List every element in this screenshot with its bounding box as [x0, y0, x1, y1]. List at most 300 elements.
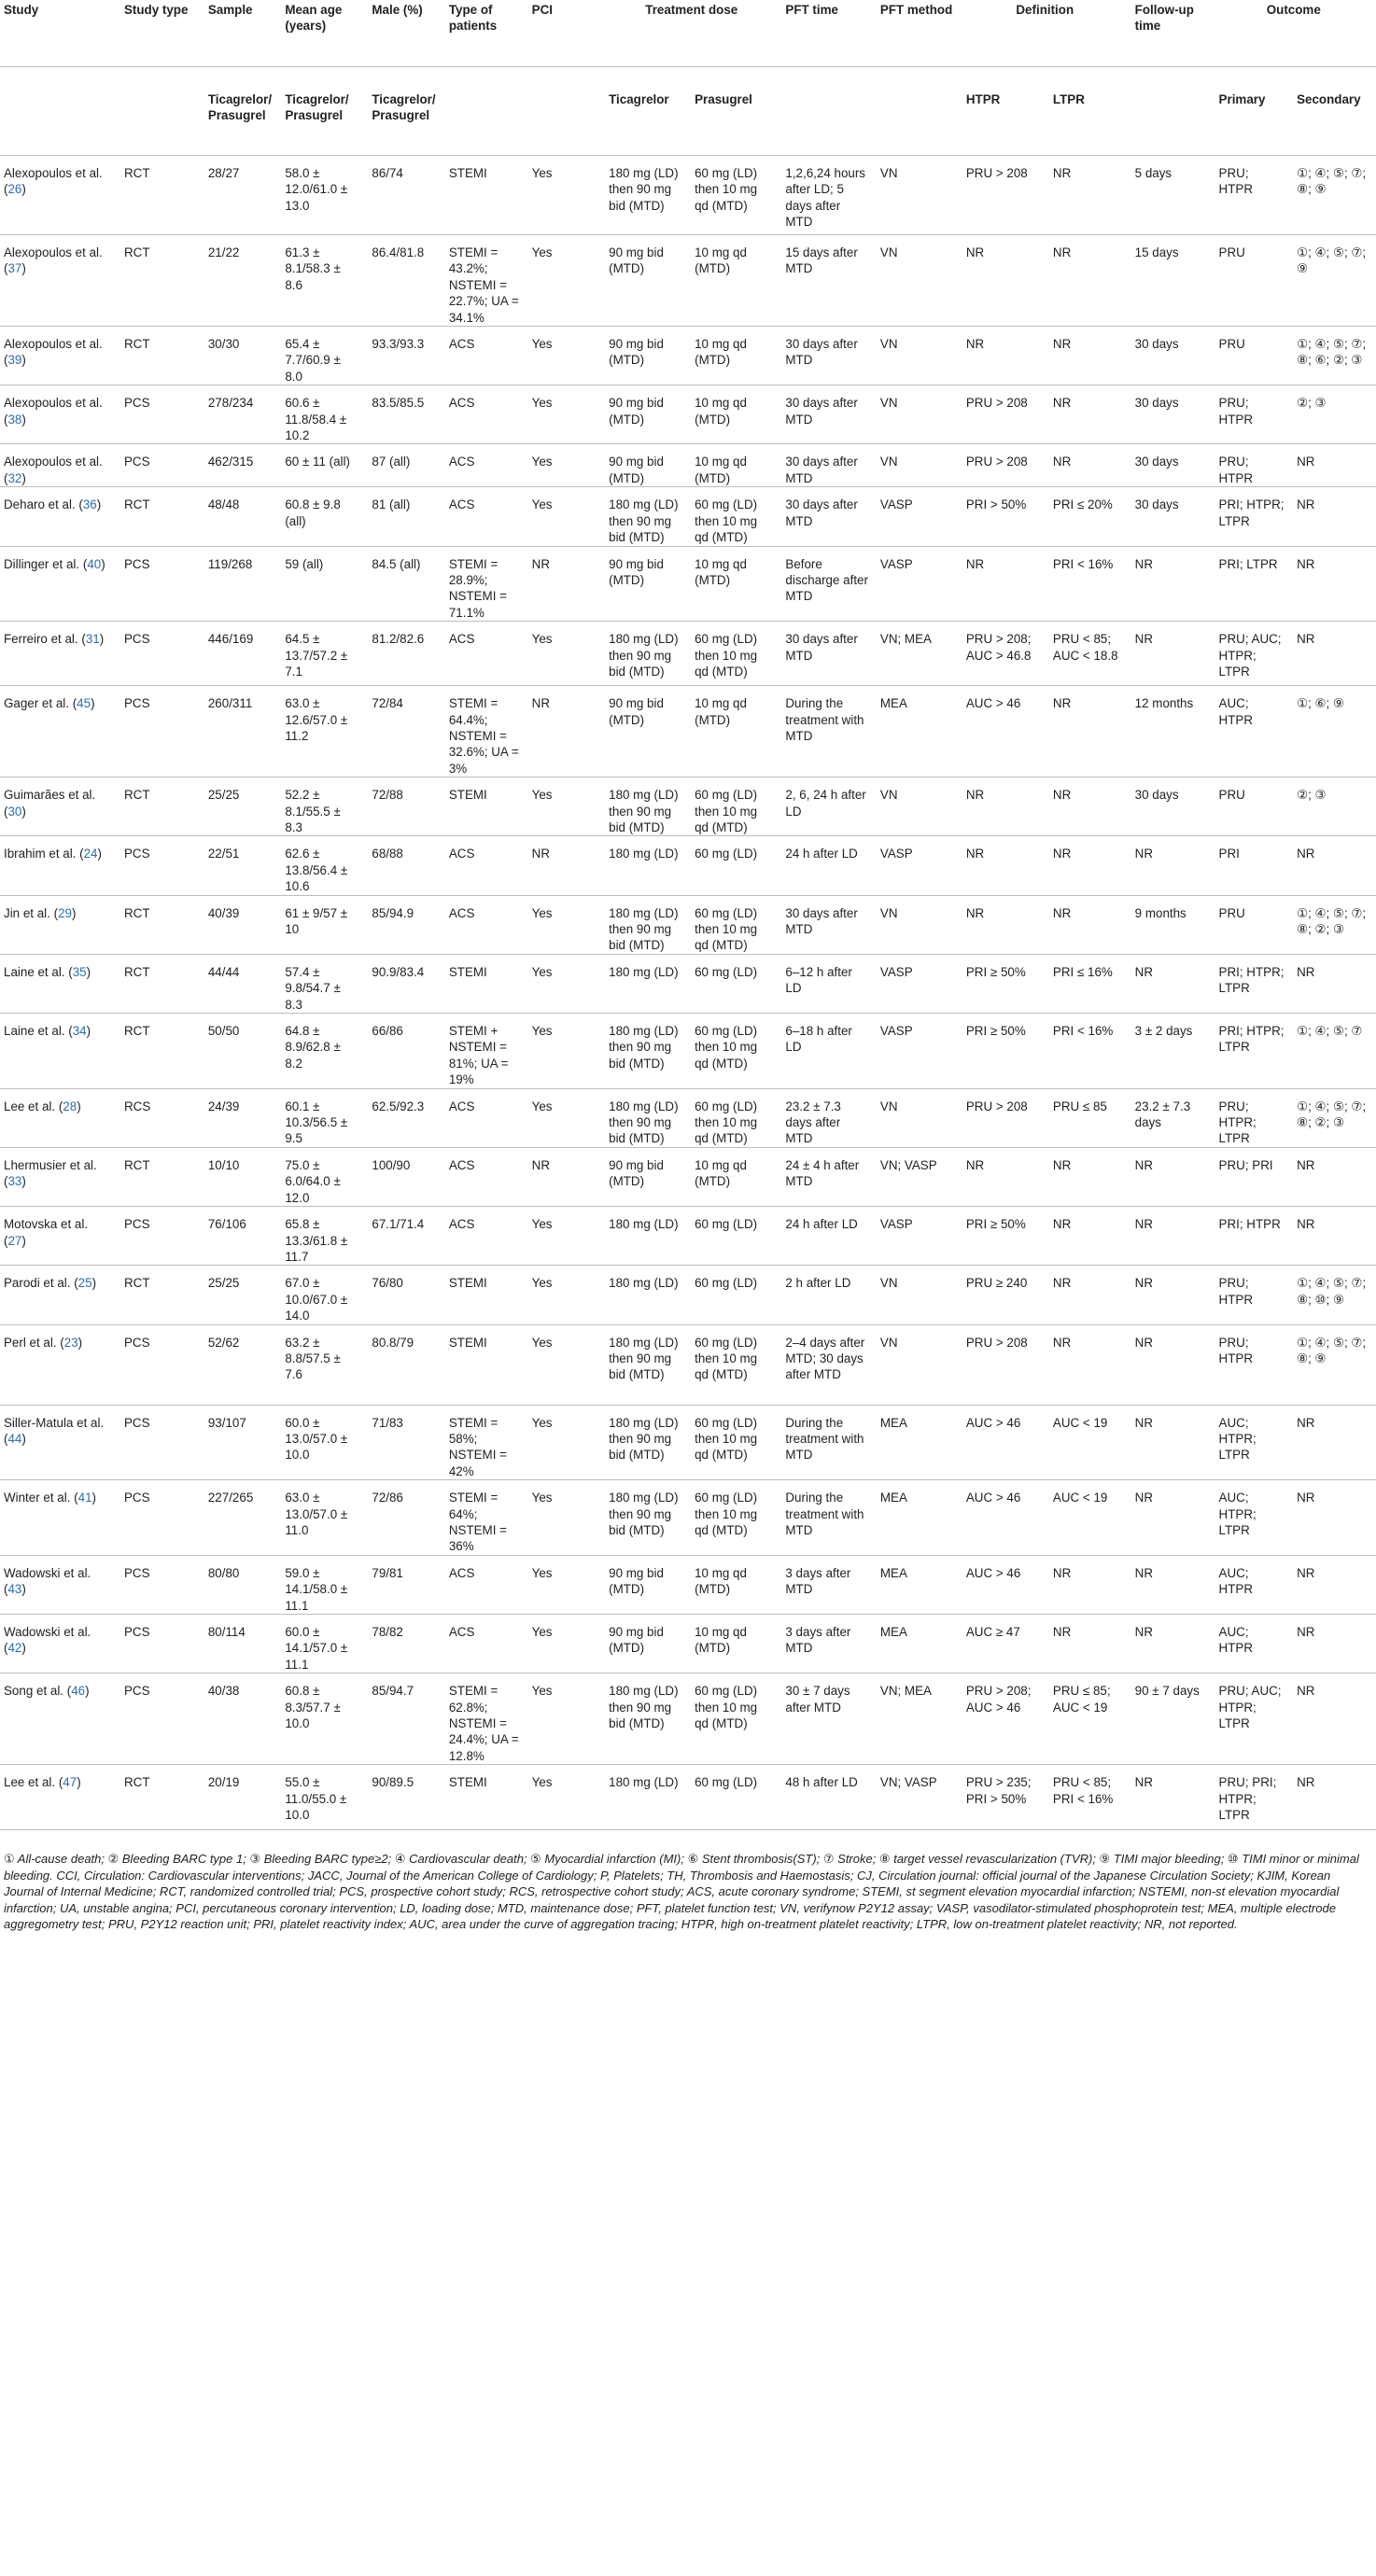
table-row: [0, 1615, 1376, 1673]
reference-link[interactable]: 25: [77, 1276, 92, 1291]
cell-follow-up: 30 days: [1131, 777, 1215, 836]
cell-pci: Yes: [528, 1615, 605, 1673]
reference-link[interactable]: 31: [85, 632, 100, 647]
cell-prasugrel-dose: 60 mg (LD) then 10 mg qd (MTD): [691, 895, 781, 954]
cell-ltpr: PRI ≤ 20%: [1049, 487, 1131, 546]
cell-secondary-outcome: NR: [1293, 1673, 1376, 1765]
table-row: [0, 622, 1376, 686]
cell-type-patients: ACS: [445, 622, 528, 686]
study-name: Alexopoulos et al.: [4, 166, 103, 180]
reference-link[interactable]: 33: [7, 1174, 22, 1189]
cell-follow-up: NR: [1131, 1207, 1215, 1266]
reference-link[interactable]: 29: [58, 905, 72, 920]
cell-ticagrelor-dose: 180 mg (LD) then 90 mg bid (MTD): [605, 1324, 691, 1405]
cell-type-patients: ACS: [445, 1615, 528, 1673]
cell-study: Lee et al. (28): [0, 1088, 120, 1147]
cell-follow-up: 30 days: [1131, 444, 1215, 487]
cell-follow-up: 23.2 ± 7.3 days: [1131, 1088, 1215, 1147]
cell-mean-age: 61.3 ± 8.1/58.3 ± 8.6: [281, 235, 368, 327]
cell-pft-time: 48 h after LD: [781, 1765, 877, 1830]
cell-ticagrelor-dose: 180 mg (LD) then 90 mg bid (MTD): [605, 1088, 691, 1147]
table-row: [0, 156, 1376, 235]
cell-primary-outcome: PRI; HTPR; LTPR: [1215, 954, 1294, 1013]
reference-link[interactable]: 43: [7, 1582, 22, 1597]
reference-link[interactable]: 23: [63, 1335, 78, 1350]
cell-pft-time: 6–12 h after LD: [781, 954, 877, 1013]
cell-type-patients: ACS: [445, 385, 528, 444]
sub-ticagrelor: Ticagrelor: [605, 67, 691, 156]
cell-mean-age: 63.2 ± 8.8/57.5 ± 7.6: [281, 1324, 368, 1405]
cell-secondary-outcome: NR: [1293, 487, 1376, 546]
cell-htpr: NR: [962, 327, 1049, 385]
cell-primary-outcome: PRU: [1215, 327, 1294, 385]
cell-follow-up: 30 days: [1131, 327, 1215, 385]
cell-secondary-outcome: ①; ④; ⑤; ⑦; ⑧; ⑩; ⑨: [1293, 1266, 1376, 1324]
cell-pci: NR: [528, 686, 605, 777]
cell-pft-method: VN; VASP: [877, 1147, 962, 1206]
cell-prasugrel-dose: 60 mg (LD) then 10 mg qd (MTD): [691, 1405, 781, 1480]
cell-htpr: NR: [962, 1147, 1049, 1206]
cell-ltpr: NR: [1049, 1324, 1131, 1405]
cell-secondary-outcome: NR: [1293, 1555, 1376, 1614]
cell-pci: Yes: [528, 1405, 605, 1480]
cell-type-patients: STEMI: [445, 1324, 528, 1405]
cell-male: 90.9/83.4: [368, 954, 444, 1013]
cell-pft-time: 3 days after MTD: [781, 1615, 877, 1673]
cell-pci: NR: [528, 1147, 605, 1206]
cell-ticagrelor-dose: 180 mg (LD): [605, 954, 691, 1013]
cell-pft-method: VN: [877, 1088, 962, 1147]
cell-ltpr: NR: [1049, 777, 1131, 836]
table-row: [0, 686, 1376, 777]
col-outcome: Outcome: [1215, 0, 1376, 67]
cell-pft-method: VASP: [877, 1014, 962, 1089]
cell-primary-outcome: AUC; HTPR; LTPR: [1215, 1480, 1294, 1556]
cell-study-type: RCT: [120, 954, 204, 1013]
cell-study-type: RCT: [120, 1266, 204, 1324]
cell-primary-outcome: PRI; HTPR; LTPR: [1215, 487, 1294, 546]
cell-mean-age: 75.0 ± 6.0/64.0 ± 12.0: [281, 1147, 368, 1206]
cell-ltpr: PRI < 16%: [1049, 546, 1131, 622]
cell-ticagrelor-dose: 90 mg bid (MTD): [605, 235, 691, 327]
table-row: [0, 1324, 1376, 1405]
cell-ltpr: NR: [1049, 1555, 1131, 1614]
cell-study: Alexopoulos et al. (37): [0, 235, 120, 327]
cell-primary-outcome: PRI; HTPR: [1215, 1207, 1294, 1266]
cell-study-type: PCS: [120, 444, 204, 487]
cell-study-type: PCS: [120, 1555, 204, 1614]
cell-htpr: PRU > 208: [962, 156, 1049, 235]
cell-type-patients: STEMI: [445, 954, 528, 1013]
cell-mean-age: 65.8 ± 13.3/61.8 ± 11.7: [281, 1207, 368, 1266]
cell-ltpr: AUC < 19: [1049, 1405, 1131, 1480]
cell-htpr: AUC > 46: [962, 686, 1049, 777]
cell-pft-time: During the treatment with MTD: [781, 1405, 877, 1480]
reference-link[interactable]: 37: [7, 261, 22, 276]
cell-mean-age: 64.8 ± 8.9/62.8 ± 8.2: [281, 1014, 368, 1089]
cell-study: Motovska et al. (27): [0, 1207, 120, 1266]
cell-ticagrelor-dose: 180 mg (LD): [605, 1207, 691, 1266]
cell-study: Wadowski et al. (42): [0, 1615, 120, 1673]
cell-mean-age: 67.0 ± 10.0/67.0 ± 14.0: [281, 1266, 368, 1324]
cell-ticagrelor-dose: 180 mg (LD) then 90 mg bid (MTD): [605, 1673, 691, 1765]
cell-study-type: RCT: [120, 235, 204, 327]
table-row: [0, 1673, 1376, 1765]
cell-study-type: PCS: [120, 686, 204, 777]
reference-link[interactable]: 47: [63, 1775, 77, 1790]
cell-type-patients: ACS: [445, 327, 528, 385]
cell-pft-time: 30 days after MTD: [781, 622, 877, 686]
cell-male: 79/81: [368, 1555, 444, 1614]
cell-type-patients: STEMI: [445, 1266, 528, 1324]
cell-mean-age: 63.0 ± 12.6/57.0 ± 11.2: [281, 686, 368, 777]
cell-male: 84.5 (all): [368, 546, 444, 622]
table-row: [0, 1088, 1376, 1147]
cell-htpr: PRI ≥ 50%: [962, 954, 1049, 1013]
cell-type-patients: ACS: [445, 1555, 528, 1614]
cell-sample: 50/50: [204, 1014, 281, 1089]
reference-link[interactable]: 34: [72, 1024, 87, 1039]
study-name: Siller-Matula et al.: [4, 1415, 105, 1430]
cell-pft-method: VN: [877, 444, 962, 487]
study-name: Lee et al.: [4, 1775, 56, 1790]
cell-study-type: RCS: [120, 1088, 204, 1147]
cell-prasugrel-dose: 60 mg (LD) then 10 mg qd (MTD): [691, 487, 781, 546]
cell-ticagrelor-dose: 180 mg (LD) then 90 mg bid (MTD): [605, 895, 691, 954]
cell-type-patients: ACS: [445, 895, 528, 954]
reference-link[interactable]: 30: [7, 804, 22, 819]
cell-study-type: PCS: [120, 836, 204, 895]
cell-ltpr: PRU < 85; PRI < 16%: [1049, 1765, 1131, 1830]
cell-sample: 10/10: [204, 1147, 281, 1206]
study-name: Alexopoulos et al.: [4, 396, 103, 411]
cell-pft-method: VN; VASP: [877, 1765, 962, 1830]
cell-follow-up: NR: [1131, 954, 1215, 1013]
cell-pci: NR: [528, 836, 605, 895]
cell-secondary-outcome: NR: [1293, 1480, 1376, 1556]
cell-pft-method: VN: [877, 327, 962, 385]
reference-link[interactable]: 36: [82, 497, 97, 512]
cell-htpr: PRU > 208; AUC > 46: [962, 1673, 1049, 1765]
col-follow-up: Follow-up time: [1131, 0, 1215, 67]
study-name: Parodi et al.: [4, 1276, 71, 1291]
cell-study: Song et al. (46): [0, 1673, 120, 1765]
cell-pci: Yes: [528, 327, 605, 385]
cell-prasugrel-dose: 60 mg (LD) then 10 mg qd (MTD): [691, 1014, 781, 1089]
reference-link[interactable]: 41: [77, 1491, 92, 1505]
study-name: Alexopoulos et al.: [4, 455, 103, 469]
cell-mean-age: 60.6 ± 11.8/58.4 ± 10.2: [281, 385, 368, 444]
cell-prasugrel-dose: 10 mg qd (MTD): [691, 546, 781, 622]
cell-follow-up: 30 days: [1131, 487, 1215, 546]
cell-study-type: PCS: [120, 622, 204, 686]
cell-study-type: PCS: [120, 1324, 204, 1405]
cell-study: Alexopoulos et al. (38): [0, 385, 120, 444]
cell-study-type: PCS: [120, 385, 204, 444]
cell-ticagrelor-dose: 90 mg bid (MTD): [605, 385, 691, 444]
cell-pft-time: 30 days after MTD: [781, 895, 877, 954]
cell-male: 93.3/93.3: [368, 327, 444, 385]
cell-sample: 76/106: [204, 1207, 281, 1266]
cell-sample: 119/268: [204, 546, 281, 622]
cell-htpr: PRU > 208: [962, 385, 1049, 444]
cell-primary-outcome: PRU; AUC; HTPR; LTPR: [1215, 1673, 1294, 1765]
cell-male: 86.4/81.8: [368, 235, 444, 327]
cell-mean-age: 59.0 ± 14.1/58.0 ± 11.1: [281, 1555, 368, 1614]
subheader-row: [0, 67, 1376, 156]
cell-prasugrel-dose: 10 mg qd (MTD): [691, 235, 781, 327]
cell-mean-age: 62.6 ± 13.8/56.4 ± 10.6: [281, 836, 368, 895]
cell-study: Perl et al. (23): [0, 1324, 120, 1405]
cell-primary-outcome: PRU; AUC; HTPR; LTPR: [1215, 622, 1294, 686]
cell-pft-time: 15 days after MTD: [781, 235, 877, 327]
cell-follow-up: NR: [1131, 1405, 1215, 1480]
cell-mean-age: 64.5 ± 13.7/57.2 ± 7.1: [281, 622, 368, 686]
reference-link[interactable]: 46: [71, 1684, 86, 1699]
cell-ticagrelor-dose: 180 mg (LD) then 90 mg bid (MTD): [605, 156, 691, 235]
col-sample: Sample: [204, 0, 281, 67]
reference-link[interactable]: 40: [87, 556, 102, 571]
cell-primary-outcome: PRU: [1215, 235, 1294, 327]
study-name: Perl et al.: [4, 1335, 57, 1350]
reference-link[interactable]: 45: [77, 696, 91, 711]
cell-primary-outcome: AUC; HTPR: [1215, 1555, 1294, 1614]
sub-htpr: HTPR: [962, 67, 1049, 156]
cell-sample: 80/114: [204, 1615, 281, 1673]
cell-pci: Yes: [528, 1088, 605, 1147]
cell-follow-up: NR: [1131, 1480, 1215, 1556]
cell-study-type: RCT: [120, 777, 204, 836]
cell-ticagrelor-dose: 180 mg (LD) then 90 mg bid (MTD): [605, 1405, 691, 1480]
cell-male: 72/86: [368, 1480, 444, 1556]
study-name: Ibrahim et al.: [4, 847, 77, 861]
cell-ltpr: NR: [1049, 1207, 1131, 1266]
table-row: [0, 1555, 1376, 1614]
cell-study-type: PCS: [120, 1480, 204, 1556]
cell-sample: 44/44: [204, 954, 281, 1013]
cell-male: 76/80: [368, 1266, 444, 1324]
table-row: [0, 1765, 1376, 1830]
cell-secondary-outcome: ①; ④; ⑤; ⑦; ⑨: [1293, 235, 1376, 327]
cell-secondary-outcome: ①; ④; ⑤; ⑦; ⑧; ⑨: [1293, 1324, 1376, 1405]
cell-secondary-outcome: ②; ③: [1293, 777, 1376, 836]
cell-pci: Yes: [528, 1480, 605, 1556]
cell-study: Deharo et al. (36): [0, 487, 120, 546]
cell-pci: Yes: [528, 487, 605, 546]
cell-study: Dillinger et al. (40): [0, 546, 120, 622]
cell-ltpr: NR: [1049, 444, 1131, 487]
cell-male: 67.1/71.4: [368, 1207, 444, 1266]
cell-primary-outcome: PRI: [1215, 836, 1294, 895]
cell-study: Laine et al. (35): [0, 954, 120, 1013]
sub-age: Ticagrelor/ Prasugrel: [281, 67, 368, 156]
cell-type-patients: STEMI + NSTEMI = 81%; UA = 19%: [445, 1014, 528, 1089]
cell-htpr: AUC > 46: [962, 1480, 1049, 1556]
cell-htpr: AUC > 46: [962, 1405, 1049, 1480]
reference-link[interactable]: 38: [7, 412, 22, 427]
cell-ltpr: NR: [1049, 1147, 1131, 1206]
cell-htpr: AUC > 46: [962, 1555, 1049, 1614]
cell-mean-age: 52.2 ± 8.1/55.5 ± 8.3: [281, 777, 368, 836]
cell-pci: Yes: [528, 1673, 605, 1765]
cell-study: Siller-Matula et al. (44): [0, 1405, 120, 1480]
cell-pft-method: VASP: [877, 546, 962, 622]
cell-study-type: PCS: [120, 1207, 204, 1266]
table-row: [0, 235, 1376, 327]
cell-pft-time: Before discharge after MTD: [781, 546, 877, 622]
sub-ltpr: LTPR: [1049, 67, 1131, 156]
cell-male: 71/83: [368, 1405, 444, 1480]
cell-pci: Yes: [528, 777, 605, 836]
reference-link[interactable]: 39: [7, 353, 22, 368]
cell-study: Alexopoulos et al. (26): [0, 156, 120, 235]
cell-mean-age: 60.1 ± 10.3/56.5 ± 9.5: [281, 1088, 368, 1147]
reference-link[interactable]: 24: [83, 847, 98, 861]
cell-pft-method: VN: [877, 1266, 962, 1324]
cell-study: Ferreiro et al. (31): [0, 622, 120, 686]
cell-pci: Yes: [528, 385, 605, 444]
cell-sample: 80/80: [204, 1555, 281, 1614]
cell-prasugrel-dose: 60 mg (LD) then 10 mg qd (MTD): [691, 156, 781, 235]
study-name: Guimarães et al.: [4, 788, 96, 803]
reference-link[interactable]: 27: [7, 1233, 22, 1248]
cell-ticagrelor-dose: 90 mg bid (MTD): [605, 686, 691, 777]
cell-primary-outcome: PRU; HTPR: [1215, 1266, 1294, 1324]
cell-ltpr: NR: [1049, 327, 1131, 385]
cell-sample: 22/51: [204, 836, 281, 895]
cell-type-patients: STEMI = 64.4%; NSTEMI = 32.6%; UA = 3%: [445, 686, 528, 777]
cell-study: Wadowski et al. (43): [0, 1555, 120, 1614]
cell-ltpr: NR: [1049, 156, 1131, 235]
cell-pft-method: MEA: [877, 1555, 962, 1614]
cell-primary-outcome: PRI; LTPR: [1215, 546, 1294, 622]
cell-secondary-outcome: ①; ④; ⑤; ⑦; ⑧; ⑥; ②; ③: [1293, 327, 1376, 385]
table-row: [0, 385, 1376, 444]
cell-secondary-outcome: ②; ③: [1293, 385, 1376, 444]
cell-prasugrel-dose: 10 mg qd (MTD): [691, 1615, 781, 1673]
reference-link[interactable]: 44: [7, 1431, 22, 1446]
cell-type-patients: ACS: [445, 487, 528, 546]
cell-mean-age: 60.8 ± 8.3/57.7 ± 10.0: [281, 1673, 368, 1765]
cell-pft-time: 2–4 days after MTD; 30 days after MTD: [781, 1324, 877, 1405]
cell-pft-method: VN: [877, 235, 962, 327]
table-row: [0, 487, 1376, 546]
cell-study-type: RCT: [120, 1147, 204, 1206]
cell-pci: Yes: [528, 1207, 605, 1266]
cell-follow-up: NR: [1131, 1266, 1215, 1324]
cell-secondary-outcome: NR: [1293, 1405, 1376, 1480]
cell-secondary-outcome: ①; ④; ⑤; ⑦; ⑧; ②; ③: [1293, 895, 1376, 954]
cell-pci: Yes: [528, 1555, 605, 1614]
cell-secondary-outcome: NR: [1293, 954, 1376, 1013]
cell-study-type: PCS: [120, 1615, 204, 1673]
cell-pci: Yes: [528, 235, 605, 327]
cell-htpr: PRU ≥ 240: [962, 1266, 1049, 1324]
cell-pci: Yes: [528, 1324, 605, 1405]
cell-study-type: RCT: [120, 487, 204, 546]
cell-study: Jin et al. (29): [0, 895, 120, 954]
cell-type-patients: ACS: [445, 1088, 528, 1147]
sub-prasugrel: Prasugrel: [691, 67, 781, 156]
cell-htpr: PRI ≥ 50%: [962, 1207, 1049, 1266]
cell-sample: 24/39: [204, 1088, 281, 1147]
cell-htpr: NR: [962, 895, 1049, 954]
cell-ticagrelor-dose: 90 mg bid (MTD): [605, 546, 691, 622]
reference-link[interactable]: 32: [7, 470, 22, 485]
cell-pft-method: VN; MEA: [877, 1673, 962, 1765]
cell-prasugrel-dose: 10 mg qd (MTD): [691, 385, 781, 444]
table-row: [0, 1266, 1376, 1324]
cell-type-patients: STEMI: [445, 1765, 528, 1830]
cell-prasugrel-dose: 60 mg (LD) then 10 mg qd (MTD): [691, 1673, 781, 1765]
cell-pft-time: During the treatment with MTD: [781, 1480, 877, 1556]
cell-study-type: PCS: [120, 546, 204, 622]
cell-pft-time: 1,2,6,24 hours after LD; 5 days after MTD: [781, 156, 877, 235]
cell-mean-age: 61 ± 9/57 ± 10: [281, 895, 368, 954]
cell-sample: 20/19: [204, 1765, 281, 1830]
cell-pci: Yes: [528, 622, 605, 686]
sub-secondary: Secondary: [1293, 67, 1376, 156]
cell-htpr: PRI > 50%: [962, 487, 1049, 546]
cell-follow-up: NR: [1131, 1147, 1215, 1206]
cell-primary-outcome: PRU; HTPR: [1215, 156, 1294, 235]
cell-secondary-outcome: ①; ④; ⑤; ⑦; ⑧; ⑨: [1293, 156, 1376, 235]
reference-link[interactable]: 35: [72, 964, 87, 979]
cell-primary-outcome: PRU; PRI: [1215, 1147, 1294, 1206]
cell-type-patients: STEMI = 43.2%; NSTEMI = 22.7%; UA = 34.1%: [445, 235, 528, 327]
cell-mean-age: 59 (all): [281, 546, 368, 622]
cell-secondary-outcome: NR: [1293, 546, 1376, 622]
cell-follow-up: NR: [1131, 546, 1215, 622]
cell-male: 81 (all): [368, 487, 444, 546]
reference-link[interactable]: 26: [7, 182, 22, 197]
cell-pft-time: 3 days after MTD: [781, 1555, 877, 1614]
table-row: [0, 1207, 1376, 1266]
table-row: [0, 444, 1376, 487]
cell-prasugrel-dose: 10 mg qd (MTD): [691, 1555, 781, 1614]
cell-prasugrel-dose: 60 mg (LD) then 10 mg qd (MTD): [691, 777, 781, 836]
cell-ticagrelor-dose: 90 mg bid (MTD): [605, 1147, 691, 1206]
cell-htpr: NR: [962, 836, 1049, 895]
cell-ltpr: NR: [1049, 1266, 1131, 1324]
cell-male: 62.5/92.3: [368, 1088, 444, 1147]
reference-link[interactable]: 42: [7, 1641, 22, 1656]
study-name: Laine et al.: [4, 964, 65, 979]
cell-male: 86/74: [368, 156, 444, 235]
cell-secondary-outcome: NR: [1293, 1147, 1376, 1206]
cell-follow-up: 3 ± 2 days: [1131, 1014, 1215, 1089]
cell-study: Alexopoulos et al. (39): [0, 327, 120, 385]
cell-pft-time: 30 ± 7 days after MTD: [781, 1673, 877, 1765]
cell-study: Laine et al. (34): [0, 1014, 120, 1089]
cell-prasugrel-dose: 60 mg (LD): [691, 1207, 781, 1266]
cell-ltpr: PRI ≤ 16%: [1049, 954, 1131, 1013]
cell-follow-up: 12 months: [1131, 686, 1215, 777]
cell-htpr: PRU > 235; PRI > 50%: [962, 1765, 1049, 1830]
cell-prasugrel-dose: 10 mg qd (MTD): [691, 686, 781, 777]
cell-follow-up: 5 days: [1131, 156, 1215, 235]
sub-sample: Ticagrelor/ Prasugrel: [204, 67, 281, 156]
study-name: Dillinger et al.: [4, 556, 80, 571]
cell-primary-outcome: PRU: [1215, 777, 1294, 836]
cell-follow-up: NR: [1131, 622, 1215, 686]
cell-study-type: RCT: [120, 327, 204, 385]
cell-mean-age: 65.4 ± 7.7/60.9 ± 8.0: [281, 327, 368, 385]
cell-follow-up: NR: [1131, 1555, 1215, 1614]
cell-pft-method: VN: [877, 1324, 962, 1405]
reference-link[interactable]: 28: [63, 1099, 77, 1113]
cell-type-patients: ACS: [445, 836, 528, 895]
